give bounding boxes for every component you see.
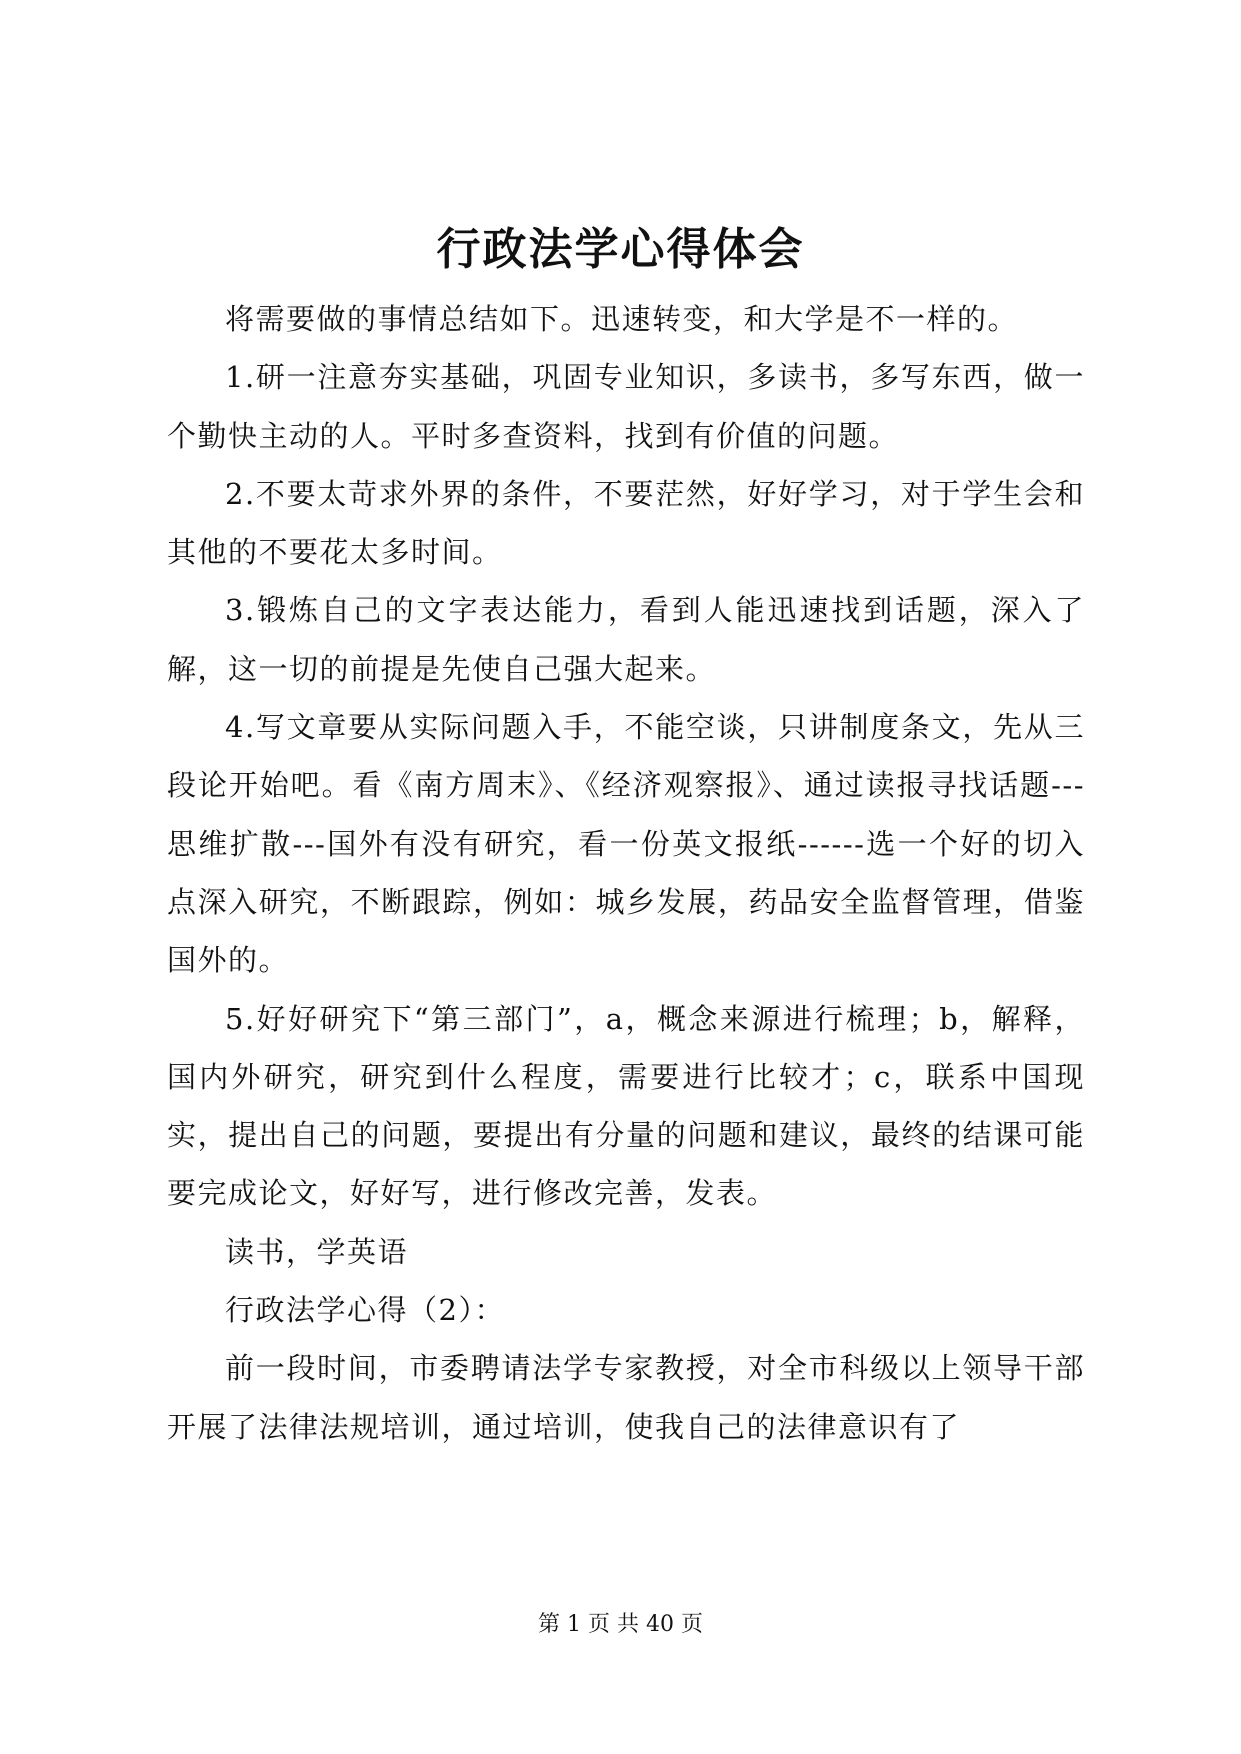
paragraph-item-4: 4.写文章要从实际问题入手，不能空谈，只讲制度条文，先从三段论开始吧。看《南方周末》、《经济观察报》、通过读报寻找话题---思维扩散---国外有没有研究，看一份英文报纸------选一个好的切入点深入研究，不断跟踪，例如：城乡发展，药品安全监督管理，借鉴国外的。 xyxy=(167,710,1085,978)
document-body xyxy=(167,290,1085,1456)
paragraph-training: 前一段时间，市委聘请法学专家教授，对全市科级以上领导干部开展了法律法规培训，通过培训，使我自己的法律意识有了 xyxy=(167,1351,1085,1444)
paragraph-summary: 将需要做的事情总结如下。迅速转变，和大学是不一样的。 xyxy=(225,302,1019,336)
paragraph-reading-note: 读书，学英语 xyxy=(225,1234,409,1269)
section-heading-2: 行政法学心得（2）： xyxy=(225,1293,505,1328)
paragraph-item-5: 5.好好研究下“第三部门”，a，概念来源进行梳理；b，解释，国内外研究，研究到什么程度，需要进行比较才；c，联系中国现实，提出自己的问题，要提出有分量的问题和建议，最终的结课可能要完成论文，好好写，进行修改完善，发表。 xyxy=(167,1001,1085,1211)
paragraph-item-3: 3.锻炼自己的文字表达能力，看到人能迅速找到话题，深入了解，这一切的前提是先使自己强大起来。 xyxy=(167,593,1085,686)
paragraph-item-1: 1.研一注意夯实基础，巩固专业知识，多读书，多写东西，做一个勤快主动的人。平时多查资料，找到有价值的问题。 xyxy=(167,360,1085,453)
document-title: 行政法学心得体会 xyxy=(436,224,805,275)
page-number-footer: 第 1 页 共 40 页 xyxy=(538,1612,703,1637)
paragraph-item-2: 2.不要太苛求外界的条件，不要茫然，好好学习，对于学生会和其他的不要花太多时间。 xyxy=(167,476,1085,570)
